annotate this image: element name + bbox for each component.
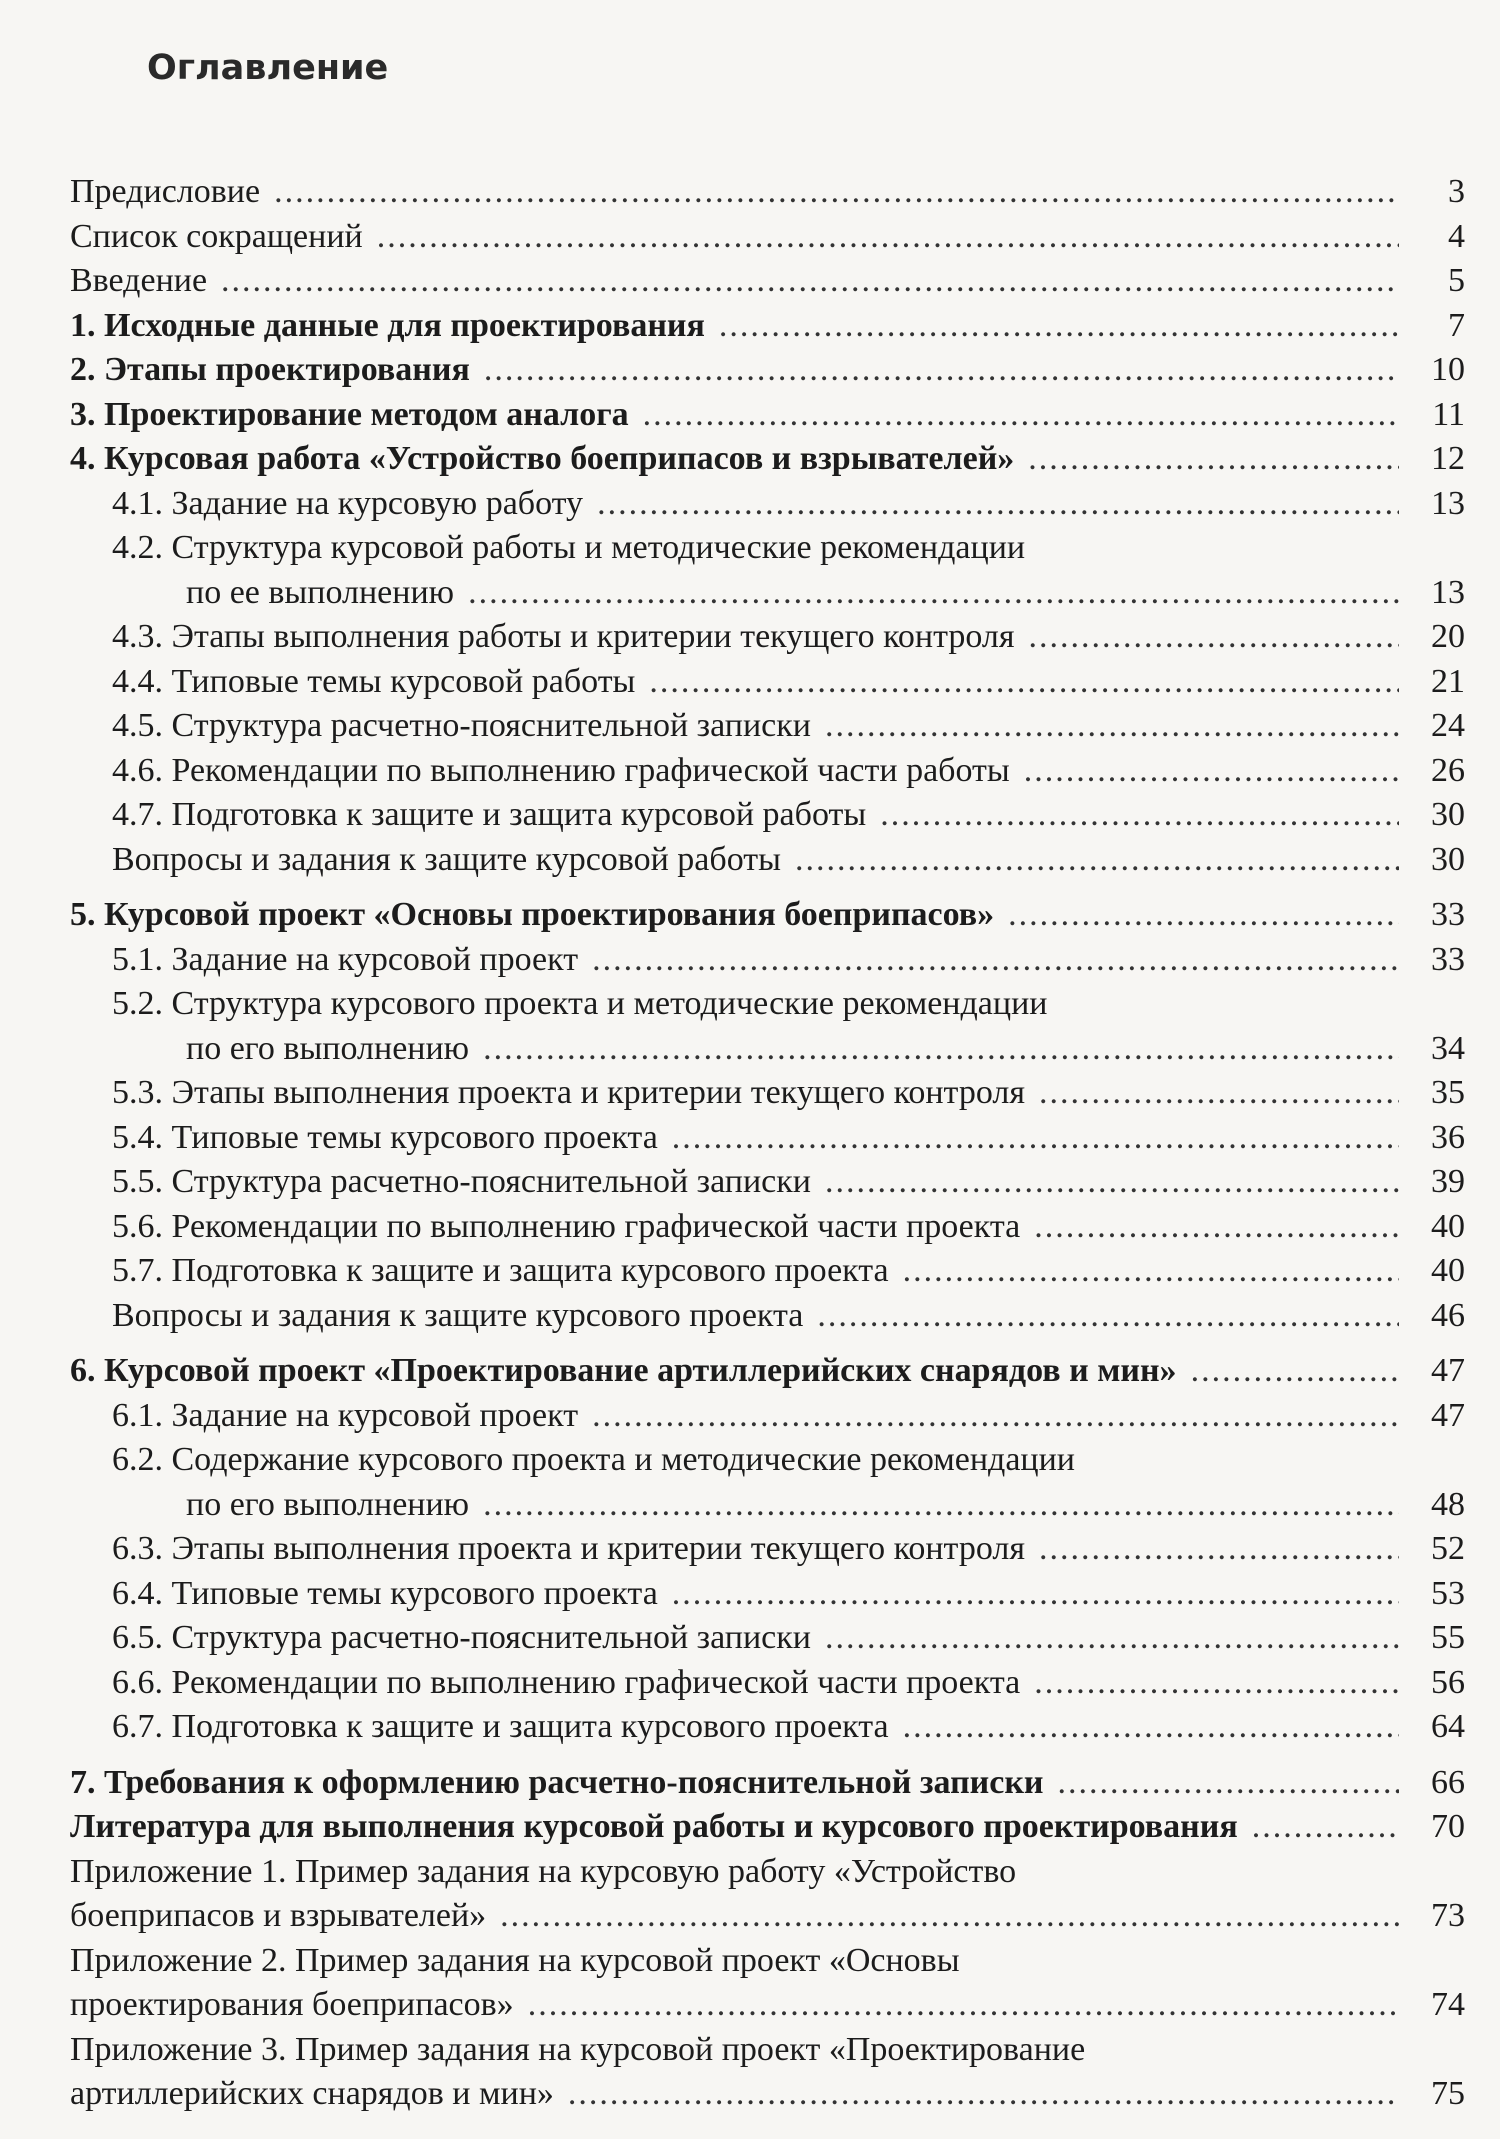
toc-entry-title: 5. Курсовой проект «Основы проектирования боеприпасов»	[70, 896, 995, 933]
toc-entry-title: 2. Этапы проектирования	[70, 351, 470, 388]
toc-page-number: 64	[1431, 1708, 1465, 1745]
toc-leader-dots	[568, 2072, 1399, 2117]
toc-page-number: 52	[1431, 1530, 1465, 1567]
toc-page-number: 39	[1431, 1163, 1465, 1200]
toc-leader-dots	[592, 1394, 1399, 1439]
toc-leader-dots	[597, 482, 1399, 527]
toc-page-number: 47	[1431, 1352, 1465, 1389]
toc-entry-title: боеприпасов и взрывателей»	[70, 1897, 487, 1934]
toc-entry	[70, 2028, 1465, 2073]
page-title: Оглавление	[147, 48, 389, 88]
toc-entry-title: по его выполнению	[186, 1485, 470, 1523]
toc-leader-dots	[825, 1616, 1399, 1661]
toc-page-number: 40	[1431, 1207, 1465, 1245]
toc-entry	[70, 893, 1465, 938]
toc-entry-title: по его выполнению	[186, 1029, 470, 1067]
toc-entry-title: 6.5. Структура расчетно-пояснительной записки	[112, 1619, 811, 1656]
toc-page-number: 21	[1431, 662, 1465, 700]
toc-leader-dots	[1252, 1805, 1399, 1850]
toc-entry	[70, 1939, 1465, 1984]
table-of-contents	[70, 170, 1465, 2117]
toc-leader-dots	[528, 1983, 1399, 2028]
toc-page-number: 12	[1431, 440, 1465, 477]
toc-leader-dots	[483, 1483, 1399, 1528]
toc-entry-title: 4.6. Рекомендации по выполнению графической части работы	[112, 751, 1010, 789]
toc-leader-dots	[672, 1572, 1399, 1617]
toc-entry-title: Список сокращений	[70, 217, 363, 255]
toc-page-number: 10	[1431, 351, 1465, 388]
toc-page-number: 33	[1431, 940, 1465, 978]
toc-entry	[70, 1761, 1465, 1806]
toc-leader-dots	[903, 1249, 1399, 1294]
toc-entry	[70, 1294, 1465, 1339]
toc-entry-title: артиллерийских снарядов и мин»	[70, 2075, 554, 2112]
toc-entry-title: 5.3. Этапы выполнения проекта и критерии текущего контроля	[112, 1074, 1025, 1111]
toc-entry	[70, 704, 1465, 749]
toc-entry	[70, 1983, 1465, 2028]
toc-leader-dots	[649, 660, 1399, 705]
toc-entry	[70, 1027, 1465, 1072]
toc-entry-title: 4.7. Подготовка к защите и защита курсовой работы	[112, 796, 867, 833]
toc-page-number: 48	[1431, 1485, 1465, 1523]
toc-page-number: 30	[1431, 840, 1465, 878]
toc-page-number: 47	[1431, 1396, 1465, 1434]
toc-page-number: 33	[1431, 896, 1465, 933]
toc-page-number: 7	[1448, 306, 1465, 344]
toc-page-number: 30	[1431, 796, 1465, 833]
toc-leader-dots	[817, 1294, 1399, 1339]
toc-page-number: 36	[1431, 1118, 1465, 1156]
toc-entry	[70, 749, 1465, 794]
toc-leader-dots	[903, 1705, 1399, 1750]
toc-entry-title: Приложение 3. Пример задания на курсовой проект «Проектирование	[70, 2030, 1086, 2068]
toc-page-number: 3	[1448, 173, 1465, 210]
toc-entry-title: 1. Исходные данные для проектирования	[70, 306, 705, 344]
toc-entry	[70, 838, 1465, 883]
toc-leader-dots	[1028, 437, 1399, 482]
toc-leader-dots	[484, 348, 1399, 393]
toc-entry-title: 5.4. Типовые темы курсового проекта	[112, 1118, 658, 1156]
toc-entry	[70, 348, 1465, 393]
toc-entry-title: 4.3. Этапы выполнения работы и критерии текущего контроля	[112, 618, 1015, 655]
toc-entry-title: 5.5. Структура расчетно-пояснительной записки	[112, 1163, 811, 1200]
toc-page-number: 26	[1431, 751, 1465, 789]
toc-entry	[70, 304, 1465, 349]
toc-entry	[70, 437, 1465, 482]
toc-entry-title: Приложение 1. Пример задания на курсовую работу «Устройство	[70, 1852, 1017, 1890]
toc-entry	[70, 1394, 1465, 1439]
toc-page-number: 73	[1431, 1897, 1465, 1934]
toc-entry	[70, 660, 1465, 705]
toc-leader-dots	[1039, 1071, 1399, 1116]
toc-entry	[70, 1850, 1465, 1895]
toc-leader-dots	[643, 393, 1399, 438]
toc-entry-title: 4.5. Структура расчетно-пояснительной записки	[112, 707, 811, 744]
toc-entry-title: Предисловие	[70, 173, 261, 210]
toc-entry-title: 5.2. Структура курсового проекта и методические рекомендации	[112, 985, 1048, 1022]
toc-leader-dots	[483, 1027, 1399, 1072]
toc-entry	[70, 482, 1465, 527]
toc-page-number: 24	[1431, 707, 1465, 744]
toc-leader-dots	[592, 938, 1399, 983]
toc-entry-title: Литература для выполнения курсовой работы и курсового проектирования	[70, 1808, 1238, 1845]
toc-entry	[70, 1160, 1465, 1205]
toc-page-number: 74	[1431, 1986, 1465, 2023]
toc-page-number: 20	[1431, 618, 1465, 655]
toc-entry	[70, 1071, 1465, 1116]
toc-page-number: 11	[1432, 395, 1465, 433]
toc-entry-title: 6.2. Содержание курсового проекта и методические рекомендации	[112, 1441, 1076, 1478]
toc-entry	[70, 1616, 1465, 1661]
toc-entry	[70, 1205, 1465, 1250]
toc-page-number: 70	[1431, 1808, 1465, 1845]
toc-page-number: 46	[1431, 1296, 1465, 1334]
toc-entry	[70, 1438, 1465, 1483]
toc-entry-title: Введение	[70, 262, 208, 299]
toc-page-number: 40	[1431, 1252, 1465, 1289]
toc-leader-dots	[1008, 893, 1399, 938]
toc-entry	[70, 1249, 1465, 1294]
toc-entry	[70, 215, 1465, 260]
toc-page-number: 13	[1431, 573, 1465, 611]
toc-entry-title: 6.7. Подготовка к защите и защита курсового проекта	[112, 1708, 889, 1745]
toc-page-number: 66	[1431, 1763, 1465, 1801]
toc-entry-title: 5.1. Задание на курсовой проект	[112, 940, 579, 978]
toc-leader-dots	[274, 170, 1399, 215]
toc-page-number: 53	[1431, 1574, 1465, 1612]
toc-entry	[70, 170, 1465, 215]
toc-leader-dots	[880, 793, 1399, 838]
toc-entry	[70, 393, 1465, 438]
toc-entry-title: Вопросы и задания к защите курсового проекта	[112, 1296, 804, 1334]
toc-leader-dots	[377, 215, 1399, 260]
toc-entry-title: Приложение 2. Пример задания на курсовой проект «Основы	[70, 1941, 960, 1979]
toc-entry	[70, 938, 1465, 983]
toc-page-number: 13	[1431, 484, 1465, 522]
toc-leader-dots	[672, 1116, 1399, 1161]
toc-leader-dots	[795, 838, 1399, 883]
toc-leader-dots	[1191, 1349, 1399, 1394]
toc-entry-title: 5.6. Рекомендации по выполнению графической части проекта	[112, 1207, 1021, 1245]
toc-entry-title: 5.7. Подготовка к защите и защита курсового проекта	[112, 1252, 889, 1289]
toc-entry-title: по ее выполнению	[186, 573, 455, 611]
toc-entry	[70, 526, 1465, 571]
toc-leader-dots	[1024, 749, 1399, 794]
toc-entry-title: 6.1. Задание на курсовой проект	[112, 1396, 579, 1434]
toc-entry-title: 4. Курсовая работа «Устройство боеприпасов и взрывателей»	[70, 440, 1015, 477]
toc-entry	[70, 1661, 1465, 1706]
toc-entry-title: 7. Требования к оформлению расчетно-пояснительной записки	[70, 1763, 1044, 1801]
toc-leader-dots	[825, 1160, 1399, 1205]
toc-entry	[70, 1572, 1465, 1617]
toc-entry	[70, 1116, 1465, 1161]
toc-page-number: 56	[1431, 1663, 1465, 1701]
toc-entry-title: Вопросы и задания к защите курсовой работы	[112, 840, 781, 878]
toc-entry-title: 4.1. Задание на курсовую работу	[112, 484, 584, 522]
toc-page-number: 5	[1448, 262, 1465, 299]
toc-page-number: 75	[1431, 2075, 1465, 2112]
toc-entry	[70, 259, 1465, 304]
toc-entry	[70, 2072, 1465, 2117]
toc-entry-title: 6.3. Этапы выполнения проекта и критерии текущего контроля	[112, 1530, 1025, 1567]
toc-leader-dots	[1034, 1205, 1399, 1250]
toc-entry	[70, 615, 1465, 660]
toc-page-number: 4	[1448, 217, 1465, 255]
toc-leader-dots	[1034, 1661, 1399, 1706]
toc-leader-dots	[468, 571, 1399, 616]
toc-entry-title: 4.4. Типовые темы курсовой работы	[112, 662, 636, 700]
toc-entry-title: 4.2. Структура курсовой работы и методические рекомендации	[112, 529, 1026, 566]
toc-entry-title: проектирования боеприпасов»	[70, 1986, 514, 2023]
toc-leader-dots	[1058, 1761, 1399, 1806]
toc-entry	[70, 1483, 1465, 1528]
toc-entry	[70, 1805, 1465, 1850]
toc-entry	[70, 1894, 1465, 1939]
toc-page-number: 34	[1431, 1029, 1465, 1067]
toc-leader-dots	[1039, 1527, 1399, 1572]
toc-entry	[70, 1527, 1465, 1572]
toc-entry-title: 6. Курсовой проект «Проектирование артиллерийских снарядов и мин»	[70, 1352, 1177, 1389]
toc-entry	[70, 571, 1465, 616]
toc-entry	[70, 1705, 1465, 1750]
toc-leader-dots	[1029, 615, 1400, 660]
toc-entry	[70, 982, 1465, 1027]
toc-page-number: 35	[1431, 1074, 1465, 1111]
toc-leader-dots	[500, 1894, 1399, 1939]
toc-entry	[70, 793, 1465, 838]
toc-entry	[70, 1349, 1465, 1394]
toc-leader-dots	[825, 704, 1399, 749]
toc-entry-title: 6.4. Типовые темы курсового проекта	[112, 1574, 658, 1612]
toc-leader-dots	[221, 259, 1399, 304]
toc-entry-title: 3. Проектирование методом аналога	[70, 395, 629, 433]
toc-entry-title: 6.6. Рекомендации по выполнению графической части проекта	[112, 1663, 1021, 1701]
toc-leader-dots	[719, 304, 1399, 349]
toc-page-number: 55	[1431, 1619, 1465, 1656]
